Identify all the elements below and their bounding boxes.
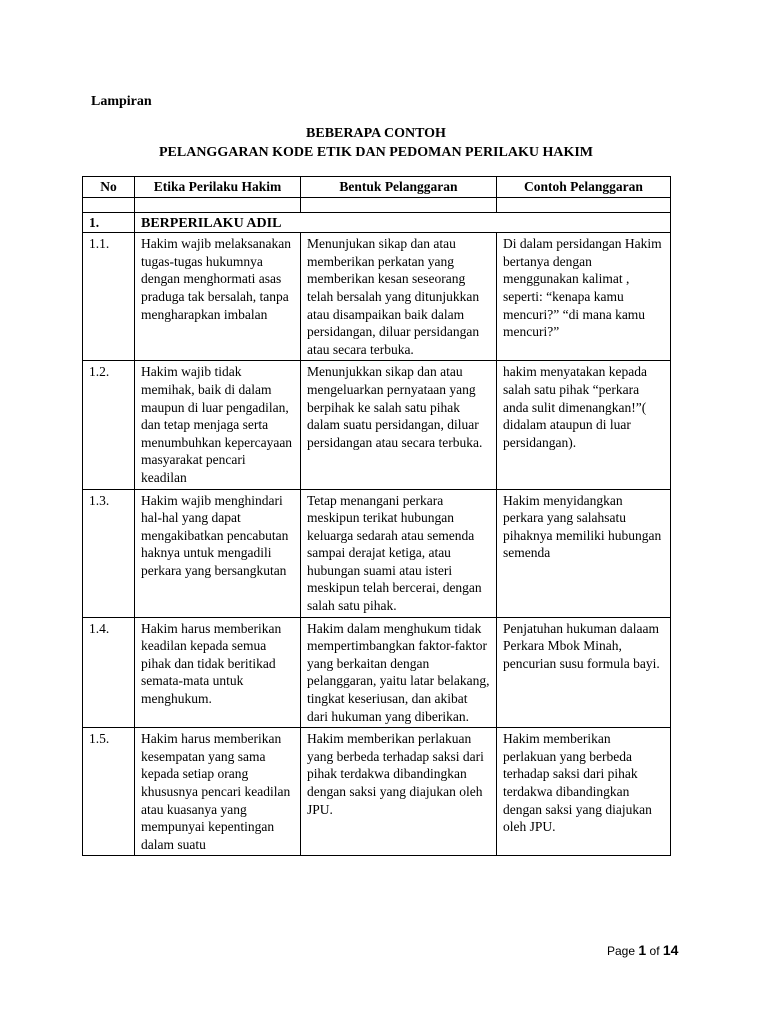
page-number-footer <box>607 942 678 958</box>
column-header-etika: Etika Perilaku Hakim <box>135 177 301 198</box>
column-header-bentuk: Bentuk Pelanggaran <box>301 177 497 198</box>
total-pages: 14 <box>662 942 679 958</box>
page-word: Page <box>607 944 636 958</box>
row-number: 1.3. <box>83 489 135 617</box>
row-contoh: Hakim menyidangkan perkara yang salahsatu pihaknya memiliki hubungan semenda <box>497 489 671 617</box>
section-title: BERPERILAKU ADIL <box>141 215 282 231</box>
document-title <box>82 124 670 162</box>
table-row <box>83 361 671 489</box>
row-bentuk: Menunjukkan sikap dan atau mengeluarkan pernyataan yang berpihak ke salah satu pihak dalam suatu persidangan, diluar persidangan atau secara terbuka. <box>301 361 497 489</box>
row-etika: Hakim harus memberikan kesempatan yang sama kepada setiap orang khususnya pencari keadilan atau kuasanya yang mempunyai kepentingan dalam suatu <box>135 728 301 856</box>
row-contoh: Hakim memberikan perlakuan yang berbeda terhadap saksi dari pihak terdakwa dibandingkan dengan saksi yang diajukan oleh JPU. <box>497 728 671 856</box>
row-number: 1.1. <box>83 233 135 361</box>
section-row <box>83 212 671 233</box>
lampiran-label: Lampiran <box>91 94 152 109</box>
row-number: 1.2. <box>83 361 135 489</box>
title-line-2: PELANGGARAN KODE ETIK DAN PEDOMAN PERILAKU HAKIM <box>158 145 593 160</box>
row-number: 1.5. <box>83 728 135 856</box>
table-row <box>83 728 671 856</box>
row-number: 1.4. <box>83 617 135 728</box>
row-etika: Hakim harus memberikan keadilan kepada semua pihak dan tidak beritikad semata-mata untuk menghukum. <box>135 617 301 728</box>
row-contoh: Penjatuhan hukuman dalaam Perkara Mbok Minah, pencurian susu formula bayi. <box>497 617 671 728</box>
column-header-no: No <box>83 177 135 198</box>
of-word: of <box>649 944 660 958</box>
row-bentuk: Tetap menangani perkara meskipun terikat hubungan keluarga sedarah atau semenda sampai derajat ketiga, atau hubungan suami atau isteri meskipun telah bercerai, dengan salah satu pihak. <box>301 489 497 617</box>
row-bentuk: Hakim dalam menghukum tidak mempertimbangkan faktor-faktor yang berkaitan dengan pelanggaran, yaitu latar belakang, tingkat keseriusan, dan akibat dari hukuman yang diberikan. <box>301 617 497 728</box>
title-line-1: BEBERAPA CONTOH <box>306 126 446 141</box>
section-title-cell <box>135 212 671 233</box>
row-contoh: hakim menyatakan kepada salah satu pihak “perkara anda sulit dimenangkan!”( didalam ataupun di luar persidangan). <box>497 361 671 489</box>
row-etika: Hakim wajib melaksanakan tugas-tugas hukumnya dengan menghormati asas praduga tak bersalah, tanpa mengharapkan imbalan <box>135 233 301 361</box>
column-header-contoh: Contoh Pelanggaran <box>497 177 671 198</box>
row-bentuk: Hakim memberikan perlakuan yang berbeda terhadap saksi dari pihak terdakwa dibandingkan dengan saksi yang diajukan oleh JPU. <box>301 728 497 856</box>
row-bentuk: Menunjukan sikap dan atau memberikan perkatan yang memberikan kesan seseorang telah bersalah yang ditunjukkan atau disampaikan baik dalam persidangan, diluar persidangan atau secara terbuka. <box>301 233 497 361</box>
row-etika: Hakim wajib menghindari hal-hal yang dapat mengakibatkan pencabutan haknya untuk mengadili perkara yang bersangkutan <box>135 489 301 617</box>
table-row <box>83 489 671 617</box>
table-row <box>83 617 671 728</box>
row-etika: Hakim wajib tidak memihak, baik di dalam maupun di luar pengadilan, dan tetap menjaga serta menumbuhkan kepercayaan masyarakat pencari keadilan <box>135 361 301 489</box>
table-spacer-row <box>83 197 671 212</box>
table-header-row <box>83 177 671 198</box>
ethics-violation-table <box>82 176 671 856</box>
current-page: 1 <box>638 942 647 958</box>
row-contoh: Di dalam persidangan Hakim bertanya dengan menggunakan kalimat , seperti: “kenapa kamu mencuri?” “di mana kamu mencuri?” <box>497 233 671 361</box>
section-number: 1. <box>83 212 135 233</box>
table-row <box>83 233 671 361</box>
